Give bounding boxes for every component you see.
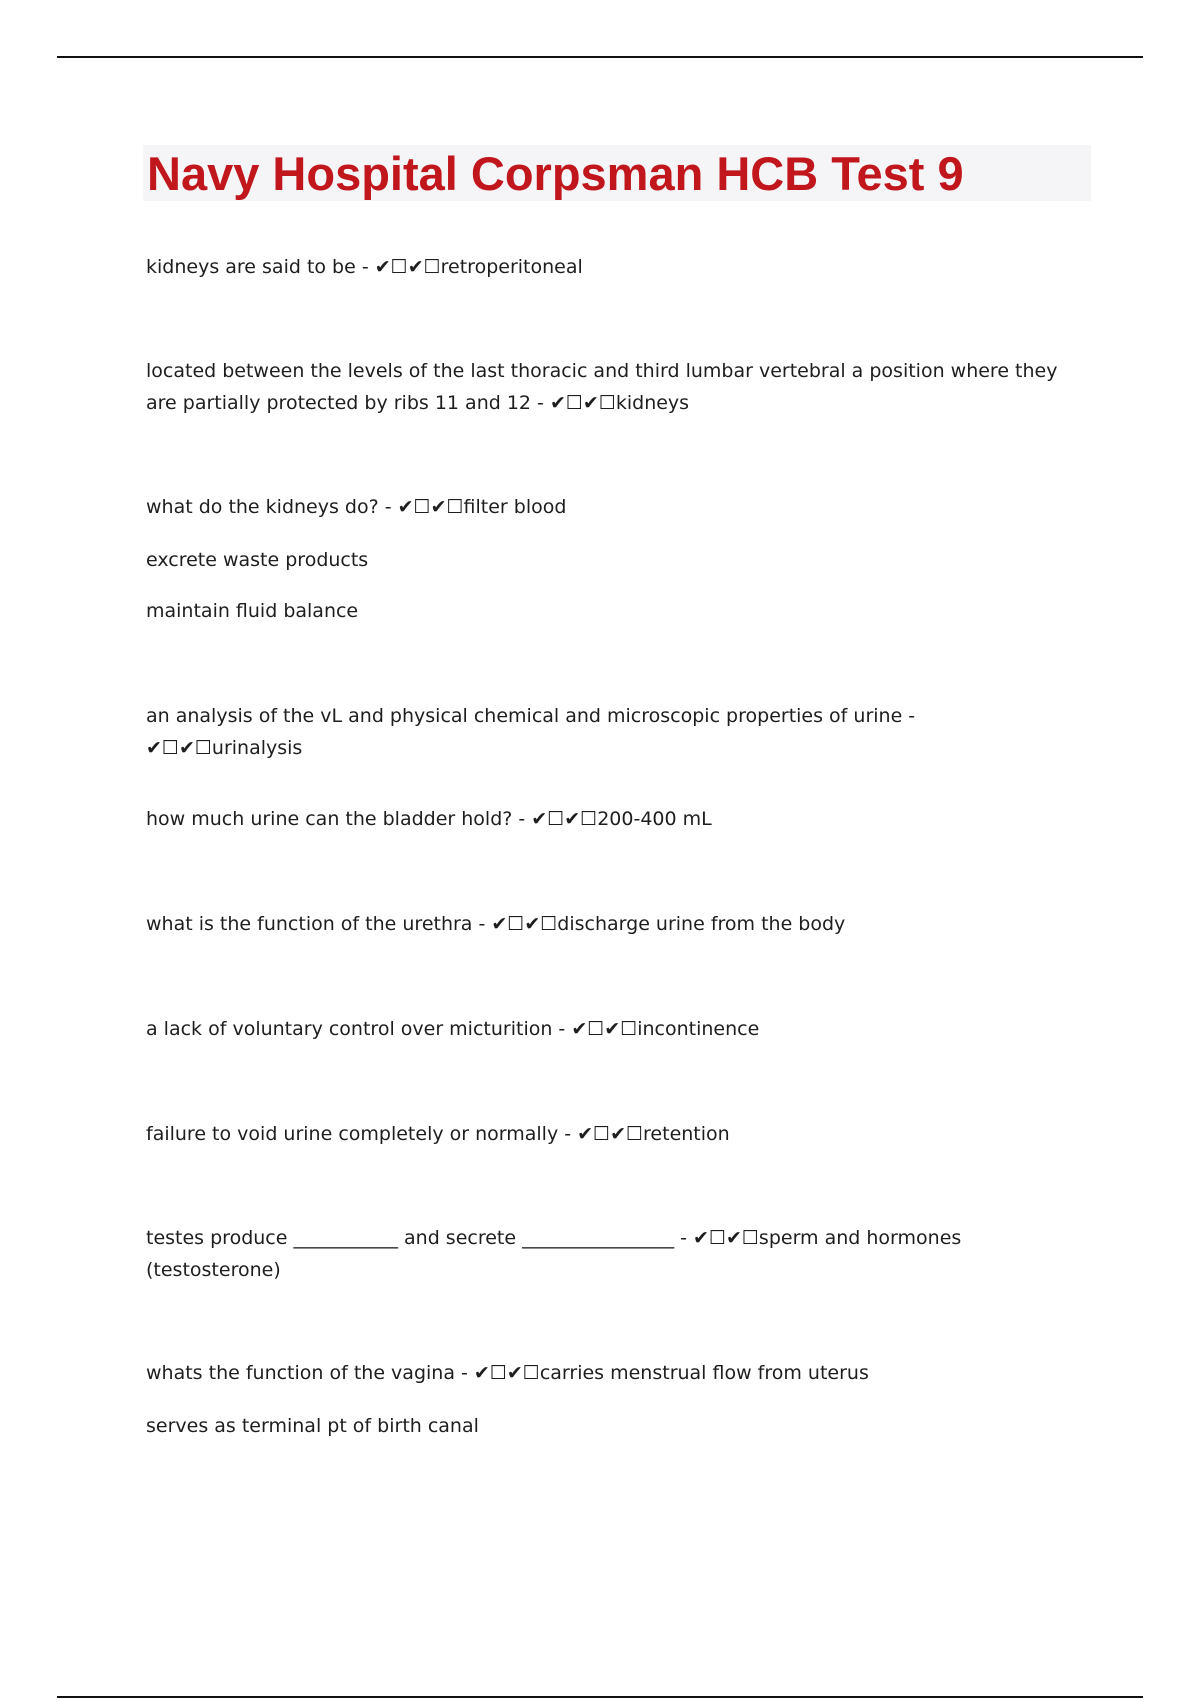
qa-vagina-function: whats the function of the vagina - ✔☐✔☐carries menstrual flow from uterus	[146, 1362, 869, 1384]
qa-kidneys-retroperitoneal: kidneys are said to be - ✔☐✔☐retroperitoneal	[146, 256, 583, 278]
qa-urinalysis: an analysis of the vL and physical chemical and microscopic properties of urine - ✔☐✔☐urinalysis	[146, 705, 916, 759]
qa-testes: testes produce ___________ and secrete ________________ - ✔☐✔☐sperm and hormones (testosterone)	[146, 1227, 962, 1281]
qa-retention: failure to void urine completely or normally - ✔☐✔☐retention	[146, 1123, 730, 1145]
qa-bladder-capacity: how much urine can the bladder hold? - ✔☐✔☐200-400 mL	[146, 808, 712, 830]
bottom-rule	[57, 1696, 1143, 1698]
qa-kidneys-function-line2: excrete waste products	[146, 549, 369, 571]
qa-kidneys-location: located between the levels of the last thoracic and third lumbar vertebral a position where they are partially protected by ribs 11 and 12 - ✔☐✔☐kidneys	[146, 360, 1058, 414]
qa-vagina-function-line2: serves as terminal pt of birth canal	[146, 1415, 479, 1437]
qa-kidneys-function-line3: maintain fluid balance	[146, 600, 359, 622]
qa-urethra-function: what is the function of the urethra - ✔☐✔☐discharge urine from the body	[146, 913, 846, 935]
qa-kidneys-function: what do the kidneys do? - ✔☐✔☐filter blood	[146, 496, 567, 518]
page-title: Navy Hospital Corpsman HCB Test 9	[147, 147, 964, 200]
top-rule	[57, 56, 1143, 58]
qa-incontinence: a lack of voluntary control over micturition - ✔☐✔☐incontinence	[146, 1018, 760, 1040]
